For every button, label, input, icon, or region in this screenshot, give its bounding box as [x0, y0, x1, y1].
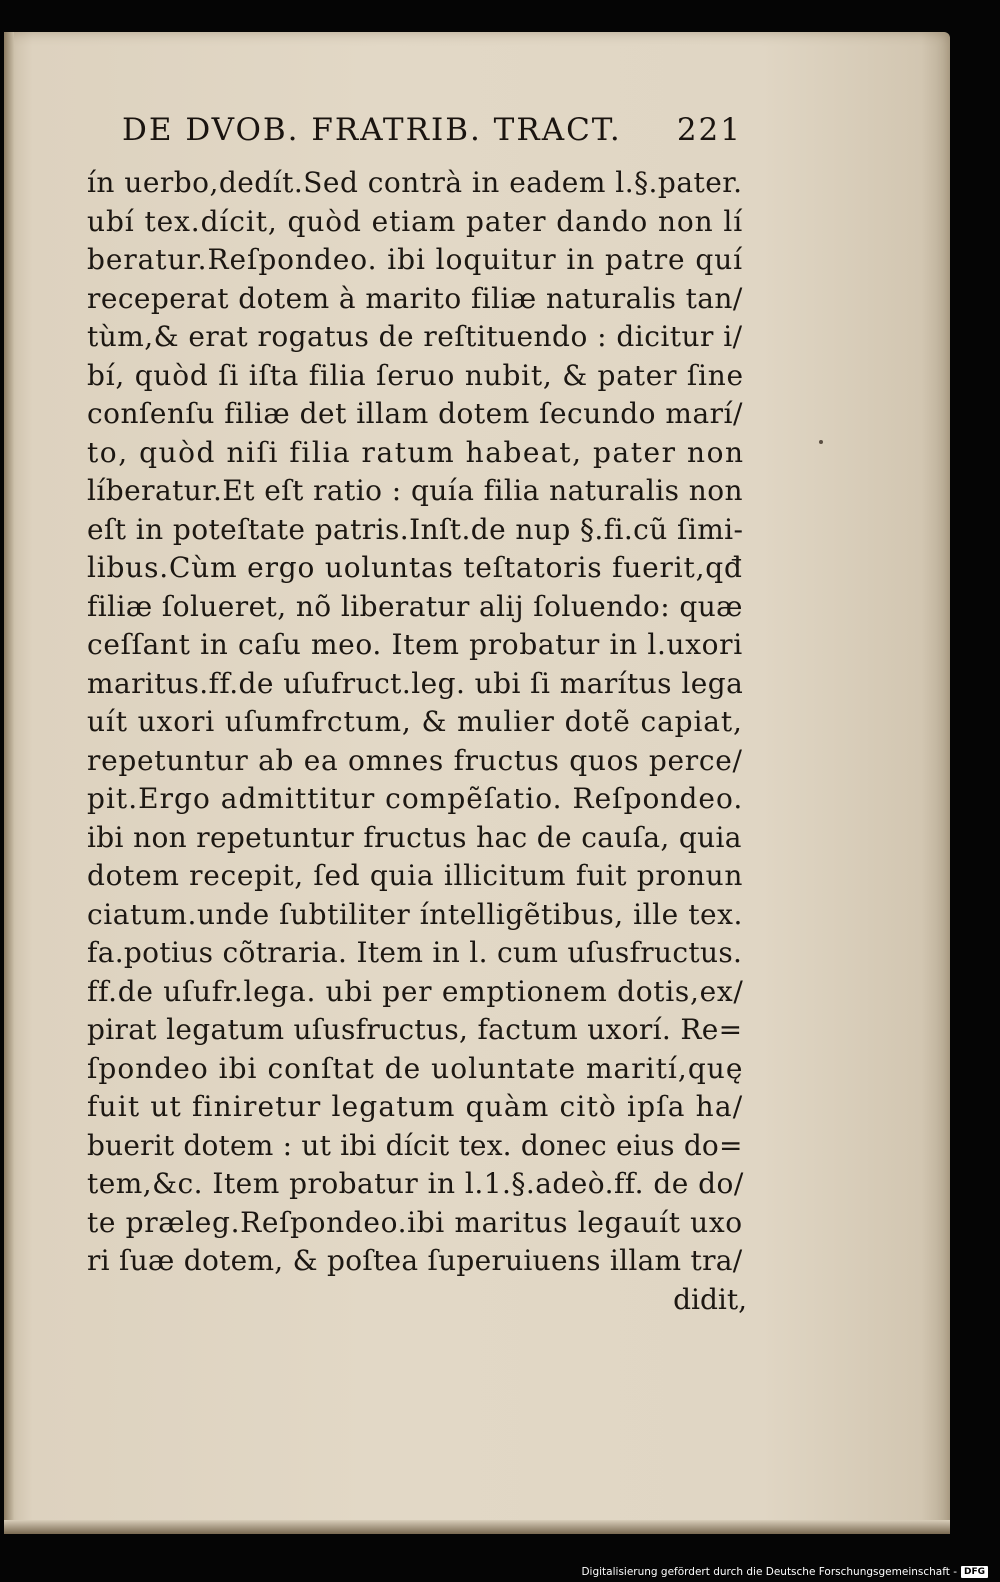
catchword: didit,	[673, 1282, 747, 1316]
text-line: pit.Ergo admittitur compẽſatio. Reſpondeo.	[87, 782, 744, 815]
text-line: ibi non repetuntur fructus hac de cauſa, quia	[87, 820, 742, 854]
text-line: te præleg.Reſpondeo.ibi maritus legauít uxo	[87, 1205, 743, 1239]
text-line: ín uerbo,dedít.Sed contrà in eadem l.§.pater.	[87, 166, 743, 199]
text-line: bí, quòd ſi iſta filia ſeruo nubit, & pater ſine	[87, 358, 744, 392]
running-title: DE DVOB. FRATRIB. TRACT.	[122, 112, 622, 148]
text-line: to, quòd niſi filia ratum habeat, pater non	[87, 435, 745, 469]
text-line: dotem recepit, ſed quia illicitum fuit pronun	[87, 859, 744, 892]
text-line: beratur.Reſpondeo. ibi loquitur in patre quí	[87, 243, 744, 276]
funding-credit: Digitalisierung gefördert durch die Deutsche Forschungsgemeinschaft -	[581, 1566, 957, 1578]
running-header	[122, 112, 742, 148]
text-line: pirat legatum uſusfructus, factum uxorí. Re=	[87, 1013, 743, 1046]
text-line: ubí tex.dícit, quòd etiam pater dando non lí	[87, 204, 744, 238]
text-line: ſpondeo ibi conſtat de uoluntate marití,quę	[87, 1051, 744, 1085]
dfg-logo: DFG	[961, 1566, 988, 1578]
text-line: filiæ ſolueret, nõ liberatur alij ſoluendo: quæ	[87, 589, 743, 623]
page-bottom-edge	[4, 1520, 950, 1534]
text-line: tùm,& erat rogatus de reſtituendo : dicitur i/	[87, 320, 743, 353]
text-line: fa.potius cõtraria. Item in l. cum uſusfructus.	[87, 936, 743, 969]
text-line: ff.de uſufr.lega. ubi per emptionem dotis,ex/	[87, 974, 744, 1008]
text-line: libus.Cùm ergo uoluntas teſtatoris fuerit,qđ	[87, 551, 743, 584]
text-line: receperat dotem à marito filiæ naturalis tan/	[87, 281, 743, 315]
text-line: repetuntur ab ea omnes fructus quos perce/	[87, 743, 743, 777]
text-line: ciatum.unde ſubtiliter íntelligẽtibus, ille tex.	[87, 897, 743, 931]
text-line: líberatur.Et eſt ratio : quía filia naturalis non	[87, 474, 743, 507]
page-spine-edge	[4, 32, 14, 1534]
text-line: fuit ut finiretur legatum quàm citò ipſa ha/	[87, 1090, 744, 1123]
folio-number: 221	[676, 112, 742, 148]
text-line: tem,&c. Item probatur in l.1.§.adeò.ff. de do/	[87, 1167, 744, 1200]
text-line: conſenſu filiæ det illam dotem ſecundo marí/	[87, 397, 743, 430]
text-line: ri ſuæ dotem, & poſtea ſuperuiuens illam tra/	[87, 1244, 743, 1277]
text-line: uít uxori uſumfrctum, & mulier dotẽ capiat,	[87, 705, 743, 738]
body-text	[87, 164, 747, 1319]
digitization-footer	[581, 1566, 988, 1578]
text-line: maritus.ff.de uſufruct.leg. ubi ſi marítus lega	[87, 666, 744, 700]
text-line: buerit dotem : ut ibi dícit tex. donec eius do=	[87, 1128, 743, 1162]
text-line: ceſſant in caſu meo. Item probatur in l.uxori	[87, 628, 743, 661]
book-page	[4, 32, 950, 1534]
ink-speck	[819, 440, 823, 444]
text-line: eſt in poteſtate patris.Inſt.de nup §.fi.cũ ſimi-	[87, 512, 744, 546]
